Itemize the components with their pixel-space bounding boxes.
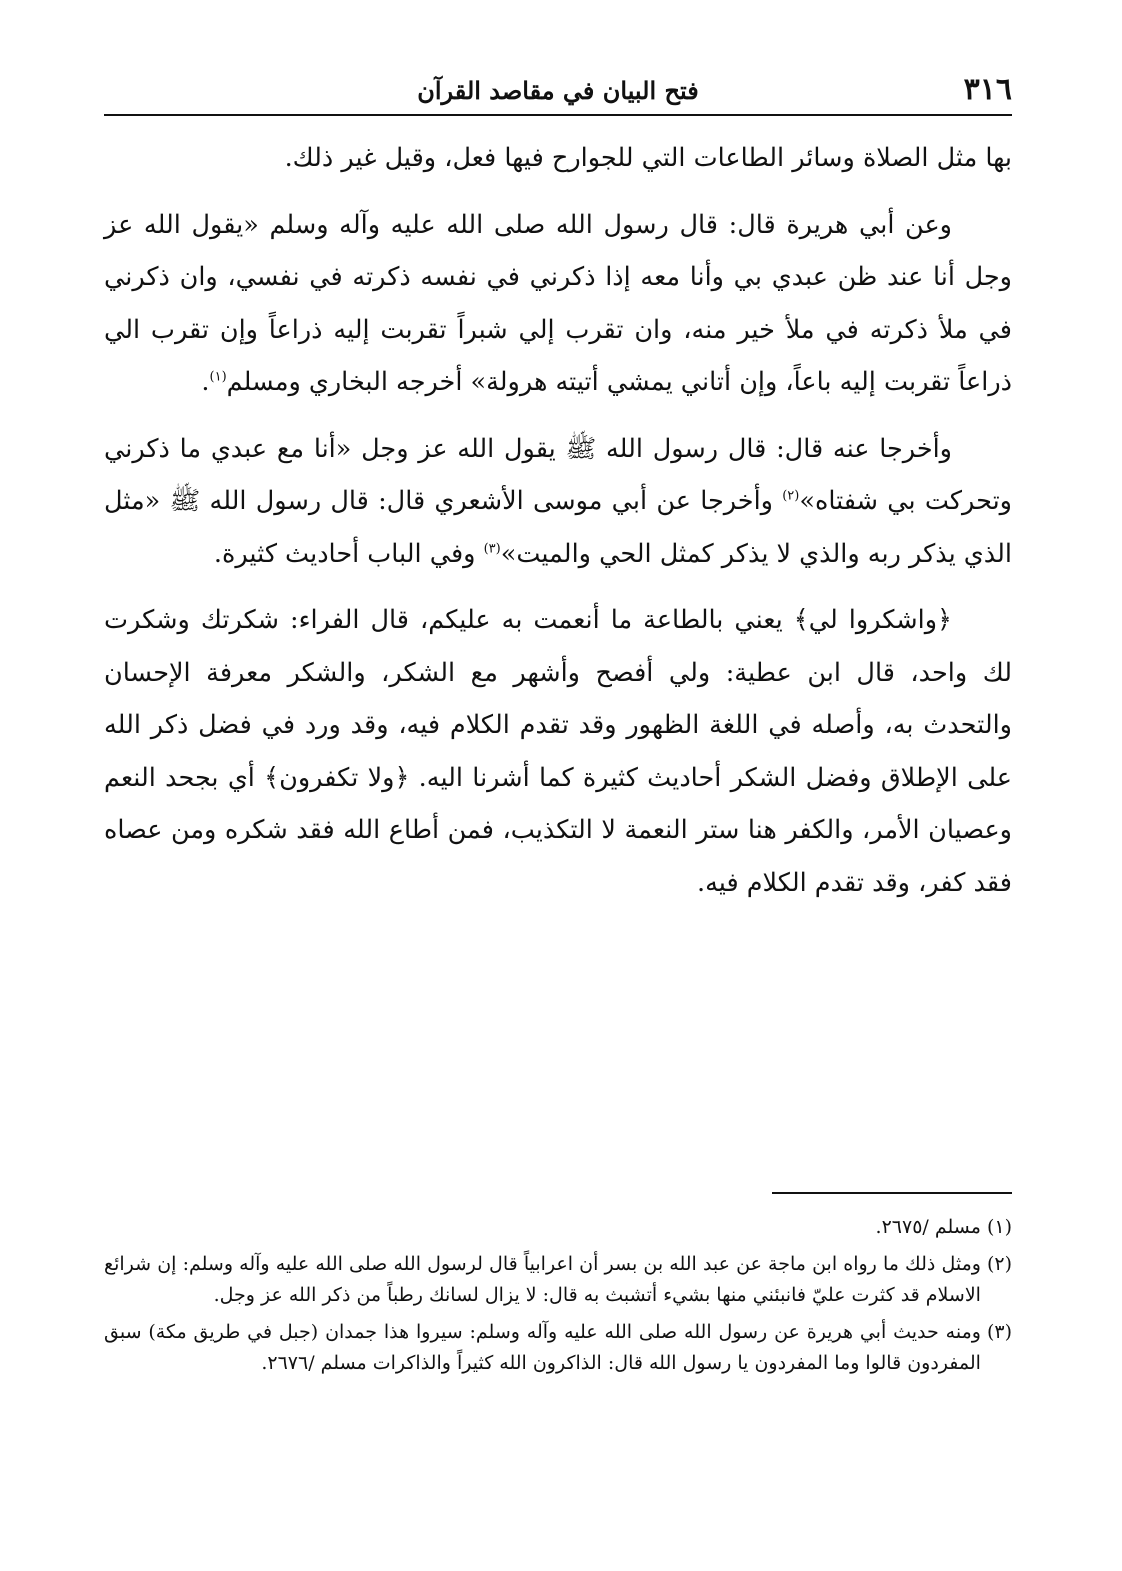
main-text <box>104 132 1012 923</box>
paragraph-3 <box>104 423 1012 581</box>
footnote-number: (٣) <box>986 1321 1012 1343</box>
footnote-number: (١) <box>986 1216 1012 1238</box>
footnote-ref-3: (٣) <box>483 541 501 556</box>
paragraph-3-text-b: وأخرجا عن أبي موسى الأشعري قال: قال رسول الله ﷺ «مثل الذي يذكر ربه والذي لا يذكر كمثل الحي والميت» <box>104 486 1012 569</box>
footnote-2 <box>104 1249 1012 1311</box>
footnote-number: (٢) <box>986 1253 1012 1275</box>
footnote-1 <box>104 1212 1012 1243</box>
footnote-text: ومثل ذلك ما رواه ابن ماجة عن عبد الله بن بسر أن اعرابياً قال لرسول الله صلى الله عليه وآله وسلم: إن شرائع الاسلام قد كثرت عليّ فانبئني منها بشيء أتشبث به قال: لا يزال لسانك رطباً من ذكر الله عز وجل. <box>104 1253 981 1306</box>
paragraph-4: ﴿واشكروا لي﴾ يعني بالطاعة ما أنعمت به عليكم، قال الفراء: شكرتك وشكرت لك واحد، قال ابن عطية: ولي أفصح وأشهر مع الشكر، والشكر معرفة الإحسان والتحدث به، وأصله في اللغة الظهور وقد تقدم الكلام فيه، وقد ورد في فضل ذكر الله على الإطلاق وفضل الشكر أحاديث كثيرة كما أشرنا اليه. ﴿ولا تكفرون﴾ أي بجحد النعم وعصيان الأمر، والكفر هنا ستر النعمة لا التكذيب، فمن أطاع الله فقد شكره ومن عصاه فقد كفر، وقد تقدم الكلام فيه. <box>104 605 1012 898</box>
page-header <box>104 58 1012 116</box>
running-title: فتح البيان في مقاصد القرآن <box>417 76 699 105</box>
paragraph-3-text-a: وأخرجا عنه قال: قال رسول الله ﷺ يقول الله عز وجل «أنا مع عبدي ما ذكرني وتحركت بي شفتاه» <box>104 433 1012 516</box>
footnote-ref-1: (١) <box>209 369 227 385</box>
page-number: ٣١٦ <box>963 72 1012 107</box>
footnotes <box>104 1212 1012 1385</box>
footnote-text: ومنه حديث أبي هريرة عن رسول الله صلى الله عليه وآله وسلم: سيروا هذا جمدان (جبل في طريق مكة) سبق المفردون قالوا وما المفردون يا رسول الله قال: الذاكرون الله كثيراً والذاكرات مسلم /٢٦٧٦. <box>104 1321 981 1374</box>
footnote-3 <box>104 1317 1012 1379</box>
footnote-separator <box>772 1192 1012 1194</box>
footnote-text: مسلم /٢٦٧٥. <box>875 1216 981 1238</box>
paragraph-1: بها مثل الصلاة وسائر الطاعات التي للجوارح فيها فعل، وقيل غير ذلك. <box>284 143 1012 173</box>
paragraph-3-text-c: وفي الباب أحاديث كثيرة. <box>213 538 484 569</box>
paragraph-2-text: وعن أبي هريرة قال: قال رسول الله صلى الله عليه وآله وسلم «يقول الله عز وجل أنا عند ظن عبدي بي وأنا معه إذا ذكرني في نفسه ذكرته في نفسي، وان ذكرني في ملأ ذكرته في ملأ خير منه، وان تقرب إلي شبراً تقربت إليه ذراعاً وإن تقرب الي ذراعاً تقربت إليه باعاً، وإن أتاني يمشي أتيته هرولة» أخرجه البخاري ومسلم <box>104 209 1012 397</box>
paragraph-2 <box>104 199 1012 409</box>
paragraph-2-end: . <box>201 367 210 397</box>
footnote-ref-2: (٢) <box>782 488 800 504</box>
